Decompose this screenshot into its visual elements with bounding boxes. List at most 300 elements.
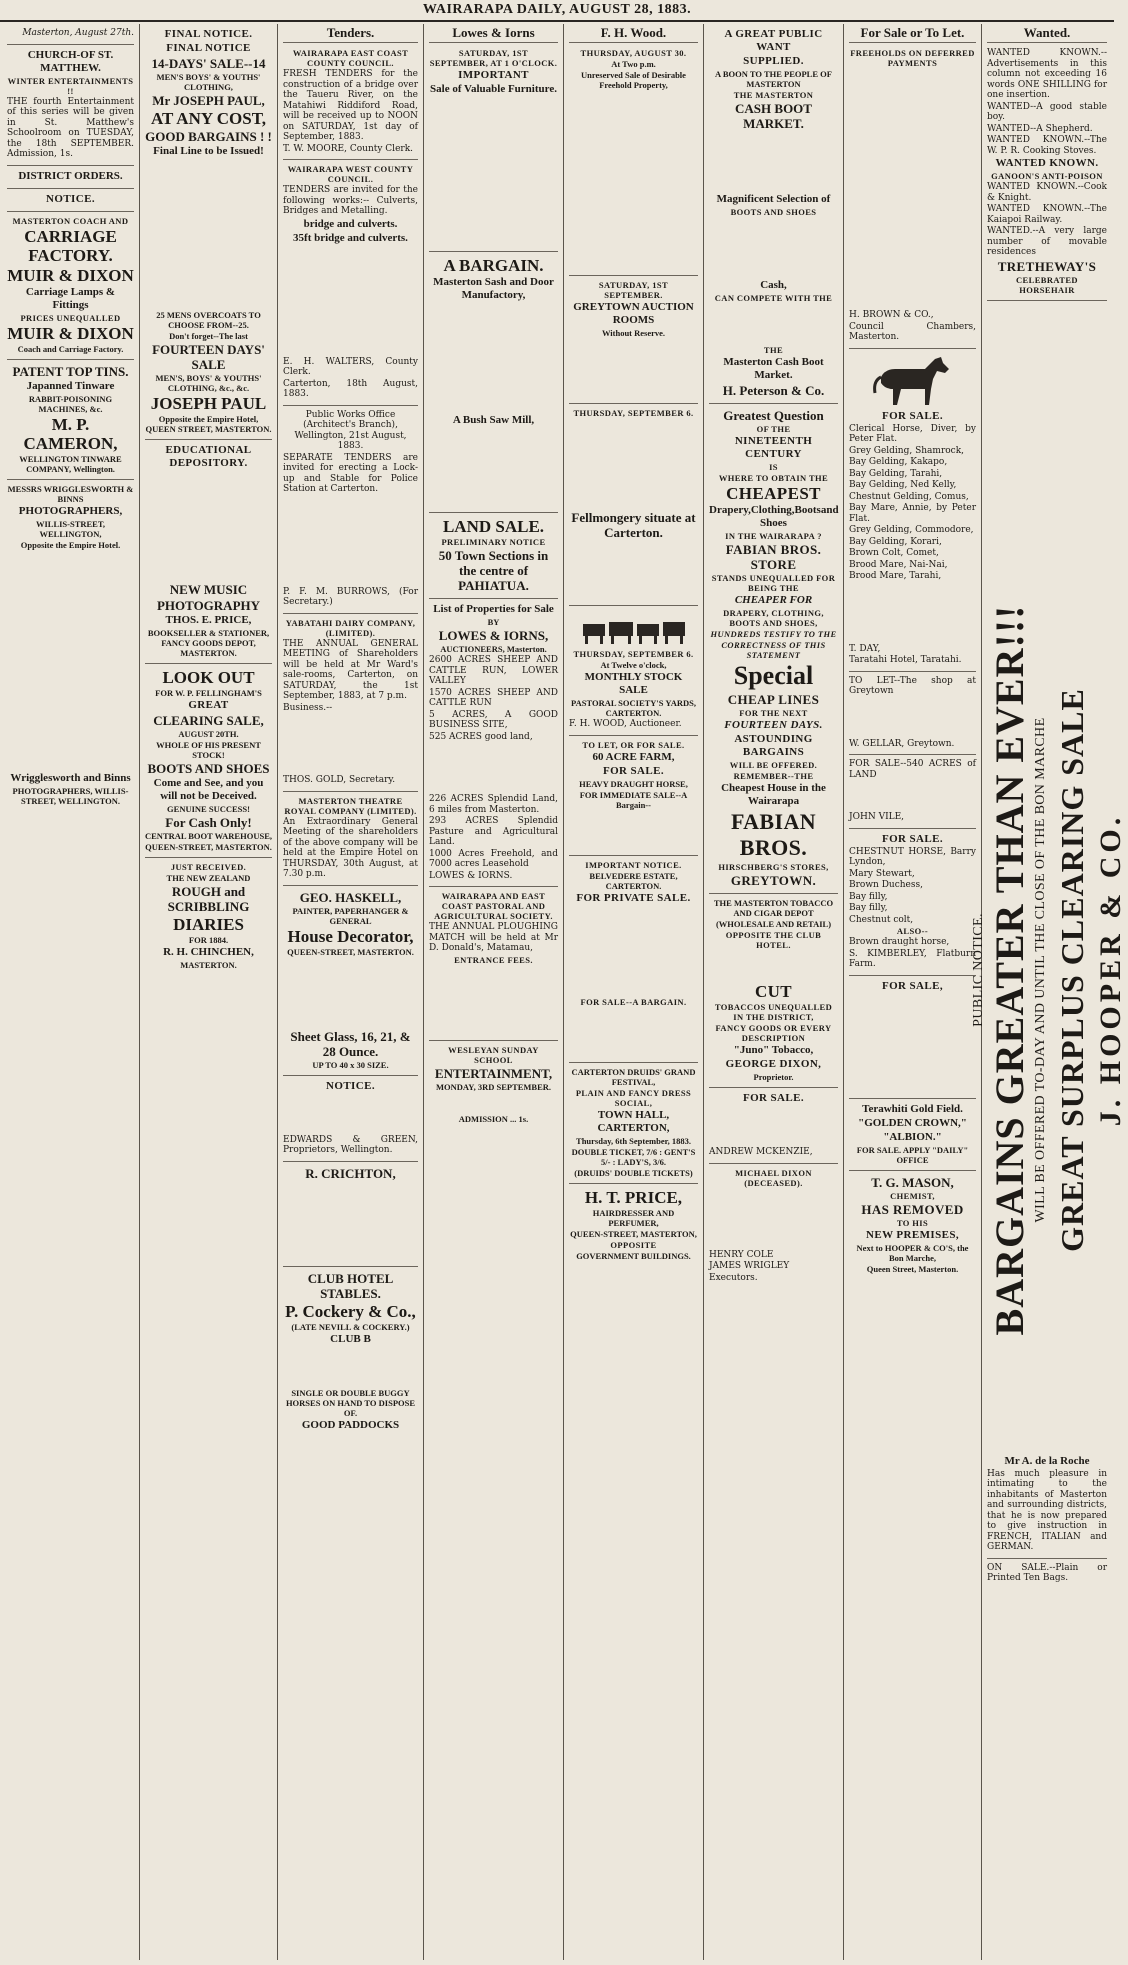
cheapest-house: Cheapest House in the Wairarapa bbox=[721, 782, 826, 807]
fabian-store: FABIAN BROS. STORE bbox=[725, 542, 822, 572]
sale-540: FOR SALE--540 ACRES of LAND bbox=[849, 759, 976, 780]
h-brown: H. BROWN & CO., bbox=[849, 310, 934, 320]
wanted-ads bbox=[987, 44, 1107, 301]
theatre: MASTERTON THEATRE ROYAL COMPANY (LIMITED). bbox=[284, 795, 417, 816]
belvedere: BELVEDERE ESTATE, CARTERTON. bbox=[589, 870, 678, 891]
land-540-ad bbox=[849, 755, 976, 829]
dont-forget: Don't forget--The last bbox=[169, 331, 248, 341]
belvedere-ad bbox=[569, 856, 698, 1063]
important-notice: IMPORTANT NOTICE. bbox=[585, 859, 682, 870]
draught-horse: Brown draught horse, bbox=[849, 937, 950, 947]
brown-sub: Council Chambers, Masterton. bbox=[849, 321, 976, 342]
just-received: JUST RECEIVED. bbox=[170, 862, 247, 872]
great: GREAT bbox=[188, 699, 229, 711]
to-let-shop: TO LET--The shop at Greytown bbox=[849, 675, 976, 696]
opposite-club: OPPOSITE THE CLUB HOTEL. bbox=[725, 930, 822, 950]
special: Special bbox=[733, 661, 814, 690]
fees-block bbox=[429, 966, 558, 1036]
bags-sale: ON SALE.--Plain or Printed Ten Bags. bbox=[987, 1562, 1107, 1583]
has-removed: HAS REMOVED bbox=[861, 1201, 964, 1217]
heavy-horse: HEAVY DRAUGHT HORSE, bbox=[579, 778, 688, 789]
horse-ned-kelly: Bay Gelding, Ned Kelly, bbox=[849, 480, 957, 490]
druids-ad bbox=[569, 1063, 698, 1184]
james-wrigley: JAMES WRIGLEY bbox=[709, 1261, 790, 1271]
to-let: TO LET, OR FOR SALE. bbox=[582, 739, 685, 750]
price-ad bbox=[145, 440, 272, 664]
fourteen-days-sale: 14-DAYS' SALE--14 bbox=[151, 56, 266, 71]
bargain-sale: FOR SALE--A BARGAIN. bbox=[580, 996, 687, 1007]
admission: ADMISSION ... 1s. bbox=[458, 1113, 529, 1124]
west-body: TENDERS are invited for the following works:-- Culverts, Bridges and Metalling. bbox=[283, 185, 418, 216]
new-zealand: THE NEW ZEALAND bbox=[166, 873, 251, 883]
hooper-public-notice: PUBLIC NOTICE. bbox=[971, 913, 986, 1027]
hairdresser-ad bbox=[569, 1184, 698, 1266]
new-music: NEW MUSIC bbox=[169, 582, 248, 597]
horse-annie: Bay Mare, Annie, by Peter Flat. bbox=[849, 503, 976, 524]
mens-clothing-2: MEN'S, BOYS' & YOUTHS' CLOTHING, &c., &c. bbox=[155, 373, 262, 393]
church-ad bbox=[7, 45, 134, 166]
moore: T. W. MOORE, County Clerk. bbox=[283, 143, 414, 154]
lowes-iorns: LOWES & IORNS, bbox=[438, 628, 549, 643]
george-dixon: GEORGE DIXON, bbox=[725, 1058, 822, 1070]
bags-ad bbox=[987, 1559, 1107, 1589]
photographers-2: PHOTOGRAPHERS, WILLIS-STREET, WELLINGTON. bbox=[12, 785, 129, 806]
wanted-1: WANTED KNOWN.--Advertisements in this column not exceeding 16 words ONE SHILLING for one insertion. bbox=[987, 48, 1107, 100]
west-county-ad bbox=[283, 160, 418, 406]
juno: "Juno" Tobacco, bbox=[733, 1044, 814, 1056]
fourteen-days: FOURTEEN DAYS. bbox=[724, 719, 823, 731]
immediate-sale: FOR IMMEDIATE SALE--A Bargain-- bbox=[579, 789, 688, 810]
ht-price: H. T. PRICE, bbox=[584, 1187, 683, 1207]
properties-ad bbox=[429, 599, 558, 887]
mckenzie-ad bbox=[709, 1088, 838, 1164]
photography: PHOTOGRAPHY bbox=[156, 598, 261, 613]
stock-sale-ad bbox=[569, 606, 698, 736]
willis-street: WILLIS-STREET, WELLINGTON, bbox=[35, 518, 106, 539]
chestnut-colt: Chestnut colt, bbox=[849, 914, 914, 925]
kimberley: S. KIMBERLEY, Flatburn Farm. bbox=[849, 948, 976, 969]
bush-saw-mill: A Bush Saw Mill, bbox=[452, 414, 535, 426]
mason-ad bbox=[849, 1171, 976, 1279]
fellmongery: Fellmongery situate at Carterton. bbox=[571, 510, 696, 540]
tinware-ad bbox=[7, 360, 134, 480]
fourteen-days-2: FOURTEEN DAYS' SALE bbox=[152, 342, 265, 372]
boots-shoes: BOOTS AND SHOES bbox=[730, 207, 817, 217]
bargain-body-block bbox=[429, 303, 558, 413]
in-the-wairarapa: IN THE WAIRARAPA ? bbox=[725, 531, 822, 541]
joseph-paul: Mr JOSEPH PAUL, bbox=[152, 93, 265, 108]
terawhiti: Terawhiti Gold Field. bbox=[862, 1102, 963, 1115]
whole-stock: WHOLE OF HIS PRESENT STOCK! bbox=[156, 740, 261, 760]
bargain: A BARGAIN. bbox=[443, 256, 544, 275]
where-to-obtain: WHERE TO OBTAIN THE bbox=[718, 473, 829, 483]
carterton-date: Carterton, 18th August, 1883. bbox=[283, 378, 418, 399]
acres-525: 525 ACRES good land, bbox=[429, 731, 533, 742]
rough-scribbling: ROUGH and SCRIBBLING bbox=[167, 884, 250, 914]
saturday-sept1: SATURDAY, 1ST SEPTEMBER. bbox=[598, 280, 669, 300]
price-list-block bbox=[145, 159, 272, 309]
properties-block bbox=[429, 743, 558, 793]
east-coast: WAIRARAPA EAST COAST COUNTY COUNCIL. bbox=[292, 48, 409, 68]
walters: E. H. WALTERS, County Clerk. bbox=[283, 356, 418, 377]
wesleyan: WESLEYAN SUNDAY SCHOOL bbox=[448, 1044, 539, 1065]
notice: NOTICE. bbox=[326, 1079, 375, 1092]
edwards-green: EDWARDS & GREEN, Proprietors, Wellington. bbox=[283, 1134, 418, 1155]
freeholds-block bbox=[849, 69, 976, 309]
east-coast-ad bbox=[283, 44, 418, 160]
dairy-ad bbox=[283, 614, 418, 792]
sash-door: Masterton Sash and Door Manufactory, bbox=[433, 276, 554, 301]
stock-list-block bbox=[145, 471, 272, 581]
to-let-block bbox=[569, 811, 698, 851]
educational-depository: EDUCATIONAL DEPOSITORY. bbox=[165, 444, 252, 469]
church-sub: WINTER ENTERTAINMENTS !! bbox=[7, 75, 134, 96]
michael-dixon: MICHAEL DIXON (DECEASED). bbox=[735, 1167, 812, 1188]
stables-body-block bbox=[283, 1347, 418, 1387]
house-decorator: House Decorator, bbox=[287, 926, 414, 946]
wholesale: (WHOLESALE AND RETAIL) bbox=[715, 919, 832, 929]
bargain-ad bbox=[429, 252, 558, 513]
hundreds: HUNDREDS TESTIFY TO THE bbox=[710, 629, 837, 639]
sale-block bbox=[849, 994, 976, 1094]
notice-ad bbox=[7, 189, 134, 212]
cockery: P. Cockery & Co., bbox=[285, 1301, 416, 1321]
wanted-heading: Wanted. bbox=[987, 25, 1107, 43]
wesleyan-block bbox=[429, 1093, 558, 1113]
hooper-rotated-inner bbox=[970, 430, 1128, 1510]
by: BY bbox=[487, 617, 500, 627]
coach-heading: MASTERTON COACH AND bbox=[12, 215, 129, 226]
acres-1570: 1570 ACRES SHEEP AND CATTLE RUN bbox=[429, 687, 558, 708]
cash-boot-market-2: Masterton Cash Boot Market. bbox=[723, 356, 824, 381]
column-3 bbox=[278, 24, 424, 1960]
horses-ad bbox=[849, 349, 976, 672]
conditions-block bbox=[283, 496, 418, 586]
japanned-tinware: Japanned Tinware bbox=[26, 379, 115, 392]
cash-boot-market: CASH BOOT MARKET. bbox=[735, 101, 812, 131]
horse-diver: Clerical Horse, Diver, by Peter Flat. bbox=[849, 423, 976, 444]
central-boot: CENTRAL BOOT WAREHOUSE, bbox=[145, 831, 272, 841]
boots-shoes: BOOTS AND SHOES bbox=[147, 761, 270, 776]
acre-farm: 60 ACRE FARM, bbox=[592, 750, 675, 763]
price-queen: QUEEN-STREET, MASTERTON, bbox=[570, 1228, 697, 1239]
correctness: CORRECTNESS OF THIS STATEMENT bbox=[721, 640, 826, 660]
genuine-success: GENUINE SUCCESS! bbox=[167, 804, 250, 814]
column-7 bbox=[844, 24, 982, 1960]
horse-nai-nai: Brood Mare, Nai-Nai, bbox=[849, 559, 948, 570]
for-sale: FOR SALE. bbox=[602, 764, 665, 777]
druids-date: Thursday, 6th September, 1883. bbox=[576, 1135, 691, 1146]
public-works-ad bbox=[283, 406, 418, 614]
also: ALSO-- bbox=[896, 926, 929, 936]
fellmongery-body-block bbox=[569, 541, 698, 601]
diaries: DIARIES bbox=[173, 915, 244, 934]
look-out: LOOK OUT bbox=[162, 668, 255, 687]
t-day: T. DAY, bbox=[849, 643, 881, 654]
body-text-block bbox=[7, 551, 134, 771]
astounding: ASTOUNDING BARGAINS bbox=[734, 733, 813, 758]
will-be-offered: WILL BE OFFERED. bbox=[729, 760, 818, 770]
horse-tarahi-2: Brood Mare, Tarahi, bbox=[849, 571, 942, 581]
crichton: R. CRICHTON, bbox=[305, 1165, 396, 1181]
freeholds: FREEHOLDS ON DEFERRED PAYMENTS bbox=[850, 48, 975, 68]
mill-body-block bbox=[429, 428, 558, 508]
club-b: CLUB B bbox=[330, 1332, 371, 1345]
painter: PAINTER, PAPERHANGER & GENERAL bbox=[292, 905, 409, 926]
double-ticket: DOUBLE TICKET, 7/6 : GENT'S 5/- : LADY'S, 3/6. bbox=[571, 1146, 696, 1167]
albion: "ALBION." bbox=[883, 1130, 942, 1143]
fabian-bros: FABIAN BROS. bbox=[730, 809, 817, 860]
thos-price: THOS. E. PRICE, bbox=[165, 614, 252, 626]
haskell-body-block bbox=[283, 958, 418, 1028]
magnificent: Magnificent Selection of bbox=[716, 193, 831, 205]
burrows: P. F. M. BURROWS, (For Secretary.) bbox=[283, 586, 418, 607]
society: WAIRARAPA AND EAST COAST PASTORAL AND AGRICULTURAL SOCIETY. bbox=[434, 891, 553, 921]
horse-kakapo: Bay Gelding, Kakapo, bbox=[849, 457, 948, 467]
august-date: AUGUST 20TH. bbox=[178, 729, 239, 739]
greytown-block bbox=[569, 339, 698, 399]
cheap-lines: CHEAP LINES bbox=[727, 692, 820, 707]
queen-street: QUEEN-STREET, MASTERTON. bbox=[145, 842, 272, 852]
freehold-block bbox=[569, 91, 698, 271]
remember: REMEMBER--THE bbox=[733, 771, 814, 781]
monday-date: MONDAY, 3RD SEPTEMBER. bbox=[435, 1081, 552, 1092]
roche-body: Has much pleasure in intimating to the inhabitants of Masterton and surrounding districts, that he is now prepared to give instruction in FRENCH, ITALIAN and GERMAN. bbox=[987, 1468, 1107, 1552]
fabian-ad bbox=[709, 404, 838, 894]
greytown-ad bbox=[569, 276, 698, 404]
executors: Executors. bbox=[709, 1272, 758, 1283]
gellar: W. GELLAR, Greytown. bbox=[849, 738, 955, 749]
to-let-ad bbox=[569, 736, 698, 856]
diaries-year: FOR 1884. bbox=[188, 935, 229, 945]
theatre-body: An Extraordinary General Meeting of the shareholders of the above company will be held at the Empire Hotel on THURSDAY, 30th August, at 7.30 p.m. bbox=[283, 816, 418, 879]
is: IS bbox=[769, 462, 778, 472]
for-sale-7: FOR SALE. bbox=[881, 409, 944, 422]
roche: Mr A. de la Roche bbox=[1004, 1454, 1090, 1467]
patent-top-tins: PATENT TOP TINS. bbox=[12, 363, 129, 379]
unreserved: Unreserved Sale of Desirable Freehold Property, bbox=[581, 70, 686, 90]
entertainment: ENTERTAINMENT, bbox=[434, 1065, 553, 1081]
monthly-stock: MONTHLY STOCK SALE bbox=[584, 671, 683, 696]
auctioneers: AUCTIONEERS, Masterton. bbox=[440, 644, 547, 654]
freehold-ad bbox=[569, 44, 698, 276]
the: THE bbox=[763, 345, 784, 355]
final-notice: FINAL NOTICE. bbox=[164, 28, 253, 40]
horse-comus: Chestnut Gelding, Comus, bbox=[849, 491, 969, 502]
tobacco-block bbox=[709, 951, 838, 981]
stands: STANDS UNEQUALLED FOR BEING THE bbox=[711, 573, 836, 593]
boots-block bbox=[709, 218, 838, 278]
terawhiti-ad bbox=[849, 1099, 976, 1171]
pastoral-yards: PASTORAL SOCIETY'S YARDS, CARTERTON. bbox=[571, 698, 696, 718]
for-sale-6: FOR SALE. bbox=[742, 1092, 805, 1104]
cockery-sub: (LATE NEVILL & COCKERY.) bbox=[291, 1321, 410, 1332]
separate-tenders: SEPARATE TENDERS are invited for erecting a Lock-up and Stable for Police Station at Carterton. bbox=[283, 452, 418, 494]
land-sale-ad bbox=[429, 513, 558, 599]
column-5 bbox=[564, 24, 704, 1960]
freeholds-ad bbox=[849, 44, 976, 349]
cameron: M. P. CAMERON, bbox=[23, 414, 118, 453]
new-premises: NEW PREMISES, bbox=[865, 1228, 960, 1241]
belvedere-block bbox=[569, 906, 698, 996]
land-block bbox=[849, 781, 976, 811]
ganoon: GANOON'S ANTI-POISON bbox=[991, 171, 1103, 181]
thursday-sept6-b: THURSDAY, SEPTEMBER 6. bbox=[573, 649, 694, 659]
bargain-block bbox=[569, 1008, 698, 1058]
golden-crown: "GOLDEN CROWN," bbox=[858, 1116, 967, 1129]
entrance-fees: ENTRANCE FEES. bbox=[454, 954, 533, 965]
sheet-glass: Sheet Glass, 16, 21, & 28 Ounce. bbox=[290, 1028, 411, 1059]
list-properties: List of Properties for Sale bbox=[433, 603, 554, 615]
tobaccos-unequalled: TOBACCOS UNEQUALLED IN THE DISTRICT, bbox=[714, 1002, 833, 1022]
shop-ad bbox=[849, 672, 976, 756]
haskell-address: QUEEN-STREET, MASTERTON. bbox=[287, 946, 414, 957]
acres-293: 293 ACRES Splendid Pasture and Agricultural Land. bbox=[429, 816, 558, 847]
coach-ad bbox=[7, 212, 134, 360]
peterson: H. Peterson & Co. bbox=[722, 383, 825, 398]
district-orders: DISTRICT ORDERS. bbox=[18, 169, 123, 182]
furniture-list-block bbox=[429, 97, 558, 247]
fellmongery-ad bbox=[569, 404, 698, 606]
carriage-factory: CARRIAGE FACTORY. bbox=[24, 226, 117, 265]
paul-ad bbox=[145, 24, 272, 440]
tobacco-depot: THE MASTERTON TOBACCO AND CIGAR DEPOT bbox=[713, 898, 834, 918]
druids-tickets: (DRUIDS' DOUBLE TICKETS) bbox=[574, 1167, 693, 1178]
hairdresser: HAIRDRESSER AND PERFUMER, bbox=[592, 1207, 675, 1228]
fifty-sections: 50 Town Sections in the centre of PAHIATUA. bbox=[438, 548, 549, 593]
mckenzie: ANDREW MCKENZIE, bbox=[709, 1147, 813, 1157]
masthead bbox=[0, 0, 1114, 22]
good-bargains: GOOD BARGAINS ! ! bbox=[145, 129, 272, 144]
haskell-ad bbox=[283, 886, 418, 1076]
for-the-next: FOR THE NEXT bbox=[739, 708, 808, 718]
tg-mason: T. G. MASON, bbox=[871, 1174, 954, 1190]
wanted-3: WANTED--A Shepherd. bbox=[987, 123, 1093, 134]
thos-gold: THOS. GOLD, Secretary. bbox=[283, 775, 396, 785]
final-line: Final Line to be Issued! bbox=[153, 145, 264, 157]
apply-daily: FOR SALE. APPLY "DAILY" OFFICE bbox=[856, 1144, 969, 1165]
cameron-sub: WELLINGTON TINWARE COMPANY, Wellington. bbox=[19, 453, 122, 474]
at-twelve: At Twelve o'clock, bbox=[600, 660, 667, 670]
bay-filly-2: Bay filly, bbox=[849, 903, 888, 913]
thursday-aug30: THURSDAY, AUGUST 30. bbox=[580, 48, 687, 58]
notice-heading: NOTICE. bbox=[46, 192, 95, 205]
estate-block bbox=[709, 1189, 838, 1249]
horse-shamrock: Grey Gelding, Shamrock, bbox=[849, 445, 965, 456]
column-6 bbox=[704, 24, 844, 1960]
acres-226: 226 ACRES Splendid Land, 6 miles from Masterton. bbox=[429, 794, 558, 815]
letter bbox=[7, 24, 134, 45]
sale-ad-7 bbox=[849, 976, 976, 1099]
coach-sub: Coach and Carriage Factory. bbox=[17, 343, 124, 354]
mckenzie-block bbox=[709, 1106, 838, 1146]
chinchen-ad bbox=[145, 858, 272, 975]
notice-body-block bbox=[283, 1094, 418, 1134]
up-to-size: UP TO 40 x 30 SIZE. bbox=[312, 1059, 389, 1070]
church-body: THE fourth Entertainment of this series will be given in St. Matthew's Schoolroom on TUESDAY, the 18th SEPTEMBER. Admission, 1s. bbox=[7, 96, 134, 159]
mens-clothing: MEN'S BOYS' & YOUTHS' CLOTHING, bbox=[156, 72, 261, 92]
annual-meeting: THE ANNUAL GENERAL MEETING of Shareholders will be held at Mr Ward's sale-rooms, Carterton, on SATURDAY, the 1st September, 1883, at 7 p.m. bbox=[283, 638, 418, 701]
cash-boot-ad bbox=[709, 24, 838, 404]
cash: Cash, bbox=[760, 279, 787, 291]
john-vile: JOHN VILE, bbox=[849, 812, 905, 822]
muir-dixon: MUIR & DIXON bbox=[7, 265, 134, 285]
final-notice-2: FINAL NOTICE bbox=[166, 42, 251, 54]
bridge-35ft: 35ft bridge and culverts. bbox=[293, 231, 408, 244]
preliminary: PRELIMINARY NOTICE bbox=[441, 537, 546, 547]
supplied: SUPPLIED. bbox=[743, 55, 804, 67]
notice-ad-3 bbox=[283, 1076, 418, 1162]
fellingham: FOR W. P. FELLINGHAM'S bbox=[155, 688, 262, 698]
greytown: GREYTOWN. bbox=[730, 873, 817, 888]
tretheway-sub: CELEBRATED HORSEHAIR bbox=[1016, 274, 1078, 295]
theatre-ad bbox=[283, 792, 418, 886]
crichton-ad bbox=[283, 1162, 418, 1267]
gov-buildings: GOVERNMENT BUILDINGS. bbox=[576, 1250, 691, 1261]
fancy-goods: FANCY GOODS OR EVERY DESCRIPTION bbox=[715, 1023, 832, 1043]
compete-block bbox=[709, 304, 838, 344]
wesleyan-ad bbox=[429, 1041, 558, 1129]
column-2 bbox=[140, 24, 278, 1960]
at-two: At Two p.m. bbox=[611, 59, 656, 69]
wanted-8: WANTED.--A very large number of movable residences bbox=[987, 226, 1107, 257]
hooper-bargains: BARGAINS GREATER THAN EVER!!! bbox=[987, 604, 1032, 1336]
boon: A BOON TO THE PEOPLE OF MASTERTON bbox=[715, 69, 832, 89]
prices-unequalled: PRICES UNEQUALLED bbox=[20, 312, 121, 323]
mason-street: Queen Street, Masterton. bbox=[866, 1263, 959, 1274]
price-opposite: OPPOSITE bbox=[610, 1239, 657, 1250]
dixon-estate-ad bbox=[709, 1164, 838, 1289]
chestnut-ad bbox=[849, 829, 976, 976]
of-the: OF THE bbox=[756, 424, 791, 434]
at-any-cost: AT ANY COST, bbox=[150, 109, 267, 128]
livestock-icon bbox=[579, 612, 689, 646]
bridge-culverts: bridge and culverts. bbox=[303, 217, 398, 230]
the-masterton: THE MASTERTON bbox=[733, 90, 814, 100]
for-sale-7c: FOR SALE, bbox=[881, 979, 944, 992]
public-works: Public Works Office (Architect's Branch), Wellington, 21st August, 1883. bbox=[294, 409, 407, 451]
hooper-name: J. HOOPER & CO. bbox=[1094, 813, 1127, 1127]
good-paddocks: GOOD PADDOCKS bbox=[301, 1418, 400, 1431]
horse-icon bbox=[871, 355, 955, 407]
business-block bbox=[283, 714, 418, 774]
society-ad bbox=[429, 887, 558, 1041]
wanted-6: WANTED KNOWN.--Cook & Knight. bbox=[987, 182, 1107, 203]
tenders-body: FRESH TENDERS for the construction of a bridge over the Taueru River, on the Matahiwi Riddiford Road, will be received up to NOON on SATURDAY, 1st day of September, 1883. bbox=[283, 69, 418, 142]
important: IMPORTANT bbox=[458, 69, 529, 81]
lowes-heading: Lowes & Iorns bbox=[429, 25, 558, 43]
cash-boot-block bbox=[709, 132, 838, 192]
acres-5: 5 ACRES, A GOOD BUSINESS SITE, bbox=[429, 709, 558, 730]
hooper-offered: WILL BE OFFERED TO-DAY AND UNTIL THE CLOSE OF THE BON MARCHE bbox=[1033, 717, 1048, 1223]
cheapest: CHEAPEST bbox=[726, 484, 821, 503]
wood-sign: F. H. WOOD, Auctioneer. bbox=[569, 719, 682, 729]
chinchen: R. H. CHINCHEN, bbox=[163, 946, 254, 958]
mary-stewart: Mary Stewart, bbox=[849, 868, 915, 879]
muir-dixon-2: MUIR & DIXON bbox=[7, 323, 134, 343]
private-sale: FOR PRIVATE SALE. bbox=[576, 891, 691, 904]
columns bbox=[2, 24, 1112, 1960]
hirschberg: HIRSCHBERG'S STORES, bbox=[718, 862, 829, 872]
fellmongery-block bbox=[569, 419, 698, 509]
wanted-known: WANTED KNOWN. bbox=[995, 157, 1099, 169]
greytown-rooms: GREYTOWN AUCTION ROOMS bbox=[573, 301, 694, 326]
opposite-empire: Opposite the Empire Hotel. bbox=[20, 539, 121, 550]
fellingham-ad bbox=[145, 664, 272, 858]
horse-tarahi: Bay Gelding, Tarahi, bbox=[849, 468, 943, 479]
to-his: TO HIS bbox=[896, 1217, 929, 1228]
masthead-title: WAIRARAPA DAILY, AUGUST 28, 1883. bbox=[422, 2, 692, 17]
